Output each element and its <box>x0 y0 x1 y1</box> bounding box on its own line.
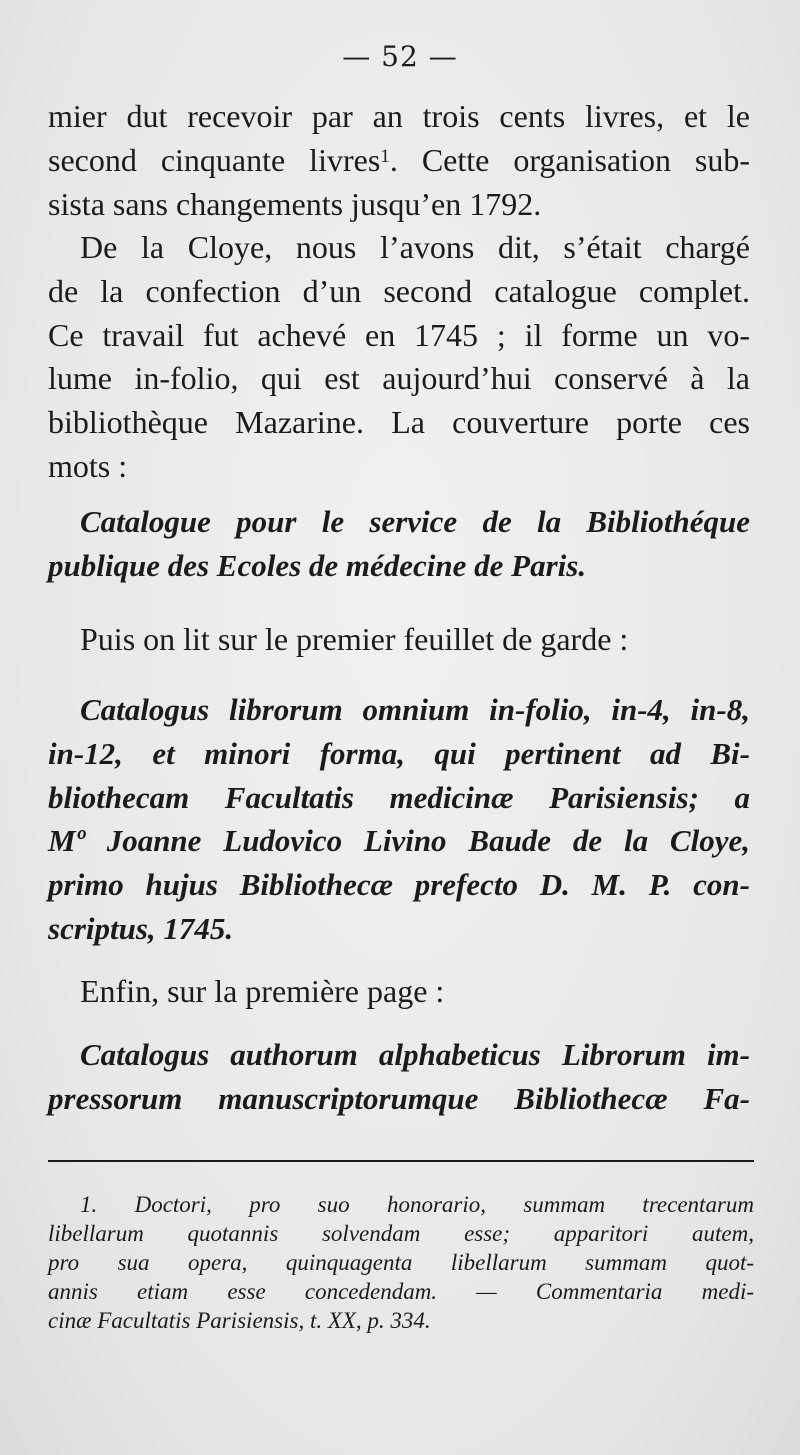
text-line: Catalogus librorum omnium in-folio, in-4, in-8, <box>80 692 750 727</box>
text-line: Ce travail fut achevé en 1745 ; il forme un vo- <box>48 316 750 353</box>
paragraph-catalogue <box>48 226 750 489</box>
text-line: Enfin, sur la première page : <box>80 973 445 1009</box>
paragraph-continuation <box>48 95 750 226</box>
text-line: bibliothèque Mazarine. La couverture porte ces <box>48 404 750 441</box>
text-line: lume in-folio, qui est aujourd’hui conservé à la <box>48 360 750 397</box>
text-line: Catalogue pour le service de la Bibliothéque <box>80 504 750 539</box>
paragraph-flyleaf <box>48 618 750 662</box>
footnote-line: libellarum quotannis solvendam esse; apparitori autem, <box>48 1221 754 1246</box>
text-line: scriptus, 1745. <box>48 910 234 946</box>
footnote-line: pro sua opera, quinquagenta libellarum summam quot- <box>48 1250 754 1275</box>
footnote-line: 1. Doctori, pro suo honorario, summam trecentarum <box>80 1192 754 1217</box>
text-fragment: . Cette organisation sub- <box>389 141 751 178</box>
paragraph-first-page <box>48 970 750 1014</box>
footnote-line: cinæ Facultatis Parisiensis, t. XX, p. 334. <box>48 1308 431 1333</box>
page-number: — 52 — <box>342 40 458 73</box>
text-line <box>48 139 750 183</box>
quote-cover-title <box>48 500 750 588</box>
text-line: in-12, et minori forma, qui pertinent ad Bi- <box>48 735 750 771</box>
footnote-line: annis etiam esse concedendam. — Commentaria medi- <box>48 1279 754 1304</box>
text-line: mier dut recevoir par an trois cents livres, et le <box>48 98 750 134</box>
footnote-divider <box>48 1160 754 1162</box>
text-line: bliothecam Facultatis medicinæ Parisiensis; a <box>48 779 750 815</box>
text-line: Mº Joanne Ludovico Livino Baude de la Cloye, <box>48 823 750 859</box>
text-line: de la confection d’un second catalogue complet. <box>48 272 750 309</box>
text-line: mots : <box>48 447 128 484</box>
quote-flyleaf <box>48 688 750 951</box>
text-line: primo hujus Bibliothecæ prefecto D. M. P. con- <box>48 867 750 903</box>
text-line: sista sans changements jusqu’en 1792. <box>48 185 542 222</box>
footnote-ref: 1 <box>380 145 390 167</box>
text-line: De la Cloye, nous l’avons dit, s’était chargé <box>80 229 750 265</box>
quote-first-page <box>48 1033 750 1121</box>
text-line: pressorum manuscriptorumque Bibliothecæ Fa- <box>48 1080 750 1116</box>
text-line: publique des Ecoles de médecine de Paris. <box>48 547 587 583</box>
text-fragment: second cinquante livres <box>48 141 381 178</box>
text-line: Catalogus authorum alphabeticus Librorum im- <box>80 1037 750 1072</box>
footnote <box>48 1190 754 1335</box>
text-line: Puis on lit sur le premier feuillet de garde : <box>80 621 629 657</box>
